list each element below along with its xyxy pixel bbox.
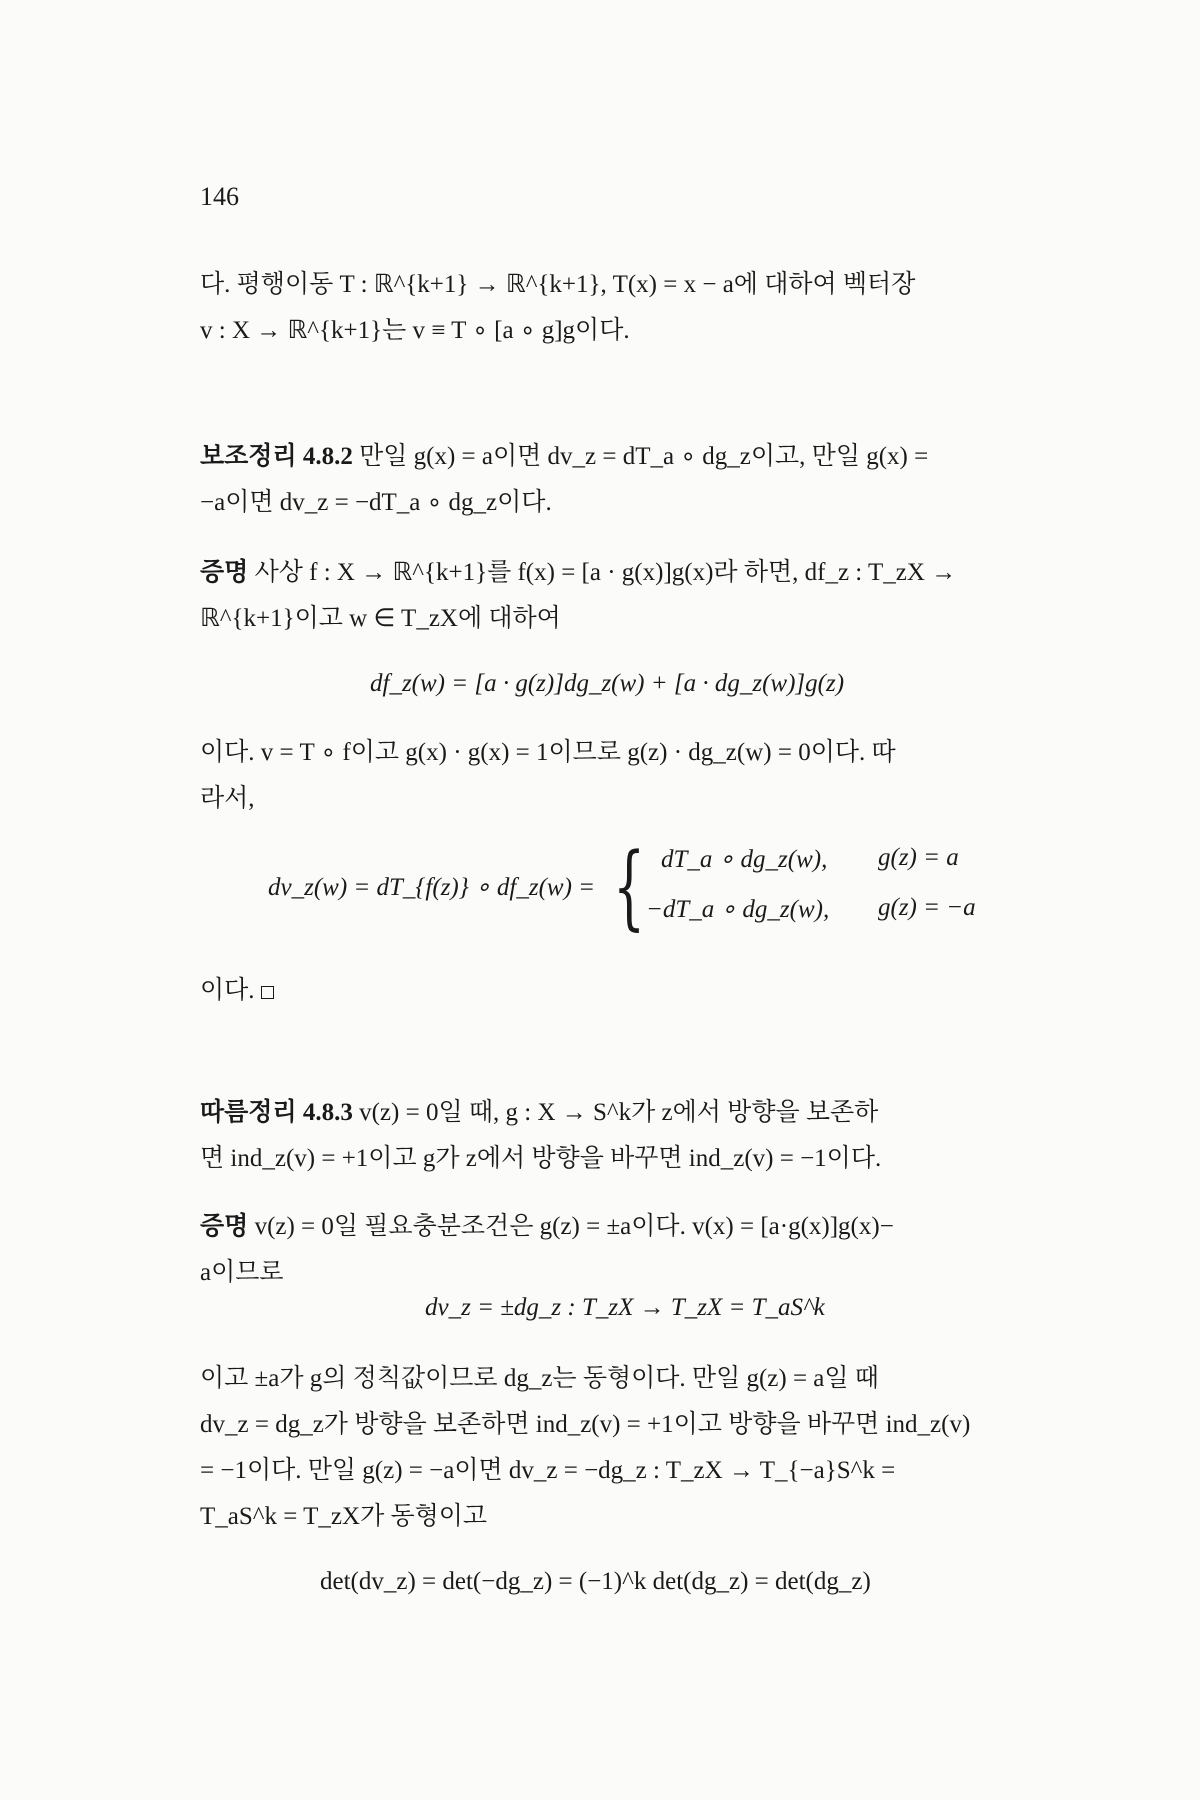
- case-1-condition: g(z) = a: [878, 844, 959, 871]
- cases-equation: [268, 833, 1068, 950]
- lemma-heading: 보조정리 4.8.2: [200, 443, 353, 470]
- proof2-line-4: dv_z = dg_z가 방향을 보존하면 ind_z(v) = +1이고 방향을 바꾸면 ind_z(v): [200, 1411, 971, 1438]
- equation-dv: dv_z = ±dg_z : T_zX → T_zX = T_aS^k: [425, 1294, 825, 1321]
- left-brace: {: [613, 833, 646, 940]
- proof-1-paragraph: [200, 550, 1090, 642]
- proof2-line-5: = −1이다. 만일 g(z) = −a이면 dv_z = −dg_z : T_zX → T_{−a}S^k =: [200, 1457, 896, 1484]
- proof-1-continued: [200, 730, 1090, 822]
- proof2-line-1: [200, 1204, 1090, 1250]
- proof1-text-1: 사상 f : X → ℝ^{k+1}를 f(x) = [a · g(x)]g(x)라 하면, df_z : T_zX →: [248, 559, 957, 586]
- intro-line-1: 다. 평행이동 T : ℝ^{k+1} → ℝ^{k+1}, T(x) = x − a에 대하여 벡터장: [200, 271, 916, 298]
- equation-det: det(dv_z) = det(−dg_z) = (−1)^k det(dg_z) = det(dg_z): [320, 1568, 871, 1595]
- lemma-text-1: 만일 g(x) = a이면 dv_z = dT_a ∘ dg_z이고, 만일 g(x) =: [352, 443, 929, 470]
- corollary-4-8-3: [200, 1090, 1090, 1182]
- equation-df: df_z(w) = [a · g(z)]dg_z(w) + [a · dg_z(w)]g(z): [370, 670, 845, 697]
- proof1-end-text: 이다.: [200, 977, 255, 1004]
- proof1-line-2: ℝ^{k+1}이고 w ∈ T_zX에 대하여: [200, 605, 561, 632]
- lemma-line-2: −a이면 dv_z = −dT_a ∘ dg_z이다.: [200, 489, 552, 516]
- proof2-line-2: a이므로: [200, 1259, 284, 1286]
- corollary-heading: 따름정리 4.8.3: [200, 1099, 353, 1126]
- corollary-line-1: [200, 1090, 1090, 1136]
- cases-lhs: dv_z(w) = dT_{f(z)} ∘ df_z(w) =: [268, 874, 596, 901]
- proof1-line-4: 라서,: [200, 785, 255, 812]
- intro-paragraph: [200, 262, 1090, 354]
- proof-2-paragraph: [200, 1204, 1090, 1296]
- proof2-text-1: v(z) = 0일 필요충분조건은 g(z) = ±a이다. v(x) = [a·g(x)]g(x)−: [248, 1213, 894, 1240]
- proof1-end-line: [200, 968, 1090, 1014]
- proof-2-continued: [200, 1356, 1090, 1540]
- case-1-expression: dT_a ∘ dg_z(w),: [661, 846, 828, 873]
- page-number: 146: [200, 182, 239, 211]
- proof2-line-6: T_aS^k = T_zX가 동형이고: [200, 1503, 488, 1530]
- corollary-line-2: 면 ind_z(v) = +1이고 g가 z에서 방향을 바꾸면 ind_z(v) = −1이다.: [200, 1145, 882, 1172]
- case-2-expression: −dT_a ∘ dg_z(w),: [646, 896, 830, 923]
- proof1-heading: 증명: [200, 559, 249, 586]
- proof1-line-1: [200, 550, 1090, 596]
- intro-line-2: v : X → ℝ^{k+1}는 v ≡ T ∘ [a ∘ g]g이다.: [200, 317, 630, 344]
- proof1-line-3: 이다. v = T ∘ f이고 g(x) · g(x) = 1이므로 g(z) · dg_z(w) = 0이다. 따: [200, 739, 896, 766]
- proof-1-end: [200, 968, 1090, 1014]
- proof2-line-3: 이고 ±a가 g의 정칙값이므로 dg_z는 동형이다. 만일 g(z) = a일 때: [200, 1365, 879, 1392]
- lemma-line-1: [200, 434, 1090, 480]
- qed-square-icon: [261, 986, 274, 999]
- corollary-text-1: v(z) = 0일 때, g : X → S^k가 z에서 방향을 보존하: [352, 1099, 879, 1126]
- proof2-heading: 증명: [200, 1213, 249, 1240]
- case-2-condition: g(z) = −a: [878, 894, 976, 921]
- lemma-4-8-2: [200, 434, 1090, 526]
